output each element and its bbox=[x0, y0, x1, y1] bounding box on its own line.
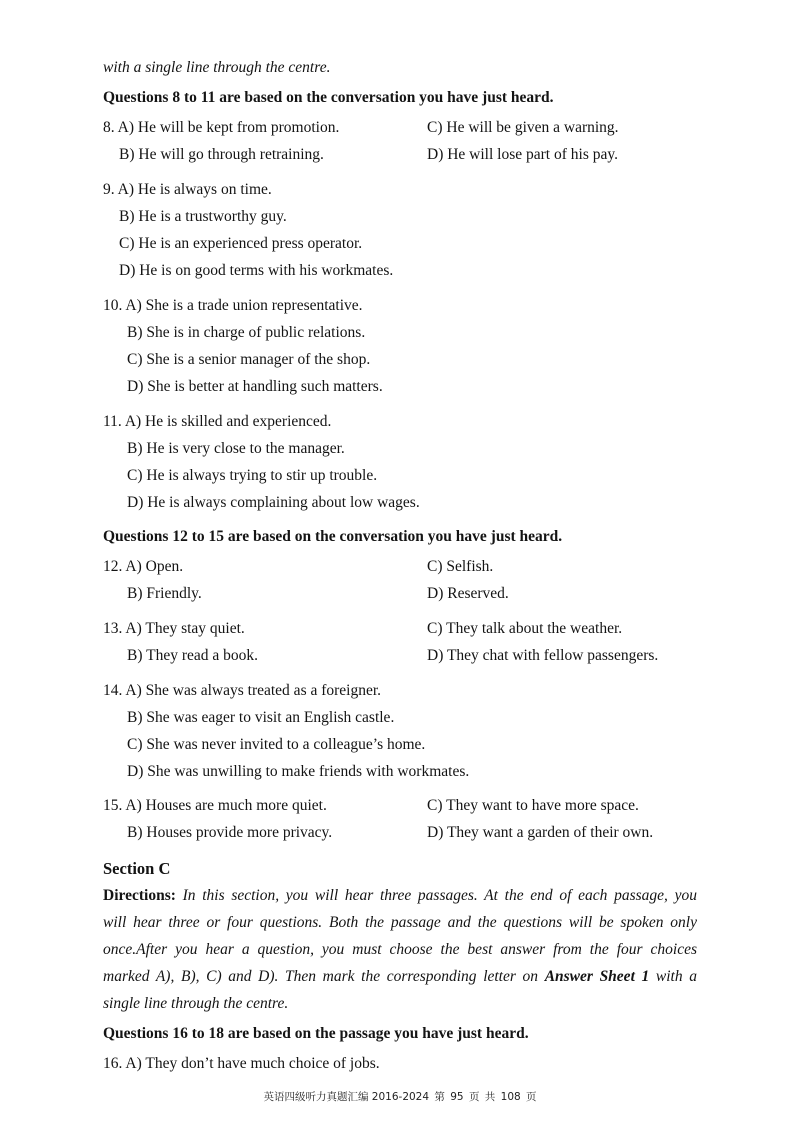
q15-option-d: D) They want a garden of their own. bbox=[427, 824, 654, 841]
footer-title: 英语四级听力真题汇编 2016-2024 bbox=[263, 1091, 430, 1103]
q9-option-d: D) He is on good terms with his workmates. bbox=[119, 262, 394, 279]
q14-option-c: C) She was never invited to a colleague’s home. bbox=[127, 736, 426, 753]
footer-total-pages: 108 bbox=[500, 1091, 521, 1103]
directions-text-4b: with a bbox=[655, 968, 697, 985]
directions-line-5: single line through the centre. bbox=[103, 995, 289, 1012]
q13-option-c: C) They talk about the weather. bbox=[427, 620, 623, 637]
q11-option-c: C) He is always trying to stir up trouble. bbox=[127, 467, 378, 484]
group-16-18-heading: Questions 16 to 18 are based on the passage you have just heard. bbox=[103, 1025, 529, 1042]
q10-option-c: C) She is a senior manager of the shop. bbox=[127, 351, 371, 368]
q13-option-d: D) They chat with fellow passengers. bbox=[427, 647, 659, 664]
group-12-15-heading: Questions 12 to 15 are based on the conversation you have just heard. bbox=[103, 528, 563, 545]
directions-text-4a: marked A), B), C) and D). Then mark the corresponding letter on bbox=[103, 968, 539, 985]
footer-di: 第 bbox=[434, 1091, 445, 1103]
q12-option-b: B) Friendly. bbox=[127, 585, 202, 602]
q16-option-a: 16. A) They don’t have much choice of jobs. bbox=[103, 1055, 380, 1072]
footer-page-number: 95 bbox=[450, 1091, 464, 1103]
q11-option-a: 11. A) He is skilled and experienced. bbox=[103, 413, 332, 430]
section-c-title: Section C bbox=[103, 859, 171, 878]
footer-ye-2: 页 bbox=[526, 1091, 537, 1103]
q12-option-c: C) Selfish. bbox=[427, 558, 494, 575]
directions-line-2: will hear three or four questions. Both the passage and the questions will be spoken only bbox=[103, 914, 697, 931]
page-footer bbox=[0, 1089, 800, 1104]
q15-option-b: B) Houses provide more privacy. bbox=[127, 824, 333, 841]
q9-option-c: C) He is an experienced press operator. bbox=[119, 235, 363, 252]
group-8-11-heading: Questions 8 to 11 are based on the conversation you have just heard. bbox=[103, 89, 554, 106]
q8-option-b: B) He will go through retraining. bbox=[119, 146, 324, 163]
directions-line-4 bbox=[103, 969, 697, 985]
intro-tail: with a single line through the centre. bbox=[103, 59, 331, 76]
q11-option-b: B) He is very close to the manager. bbox=[127, 440, 345, 457]
footer-ye: 页 bbox=[468, 1091, 480, 1103]
q14-option-b: B) She was eager to visit an English castle. bbox=[127, 709, 395, 726]
answer-sheet-label: Answer Sheet 1 bbox=[544, 968, 650, 985]
q15-option-a: 15. A) Houses are much more quiet. bbox=[103, 797, 327, 814]
q12-option-a: 12. A) Open. bbox=[103, 558, 184, 575]
q10-option-b: B) She is in charge of public relations. bbox=[127, 324, 366, 341]
q9-option-a: 9. A) He is always on time. bbox=[103, 181, 272, 198]
q14-option-a: 14. A) She was always treated as a foreigner. bbox=[103, 682, 382, 699]
directions-line-3: once.After you hear a question, you must choose the best answer from the four choices bbox=[103, 941, 697, 958]
footer-gong: 共 bbox=[484, 1091, 496, 1103]
q10-option-a: 10. A) She is a trade union representative. bbox=[103, 297, 363, 314]
q13-option-b: B) They read a book. bbox=[127, 647, 258, 664]
directions-text-1: In this section, you will hear three passages. At the end of each passage, you bbox=[182, 887, 697, 904]
directions-label: Directions: bbox=[103, 887, 176, 904]
q11-option-d: D) He is always complaining about low wages. bbox=[127, 494, 420, 511]
directions-line-1 bbox=[103, 888, 697, 904]
q9-option-b: B) He is a trustworthy guy. bbox=[119, 208, 287, 225]
q12-option-d: D) Reserved. bbox=[427, 585, 509, 602]
q8-option-d: D) He will lose part of his pay. bbox=[427, 146, 618, 163]
q10-option-d: D) She is better at handling such matters. bbox=[127, 378, 383, 395]
q8-option-a: 8. A) He will be kept from promotion. bbox=[103, 119, 340, 136]
q15-option-c: C) They want to have more space. bbox=[427, 797, 639, 814]
q8-option-c: C) He will be given a warning. bbox=[427, 119, 619, 136]
q14-option-d: D) She was unwilling to make friends with workmates. bbox=[127, 763, 470, 780]
q13-option-a: 13. A) They stay quiet. bbox=[103, 620, 245, 637]
